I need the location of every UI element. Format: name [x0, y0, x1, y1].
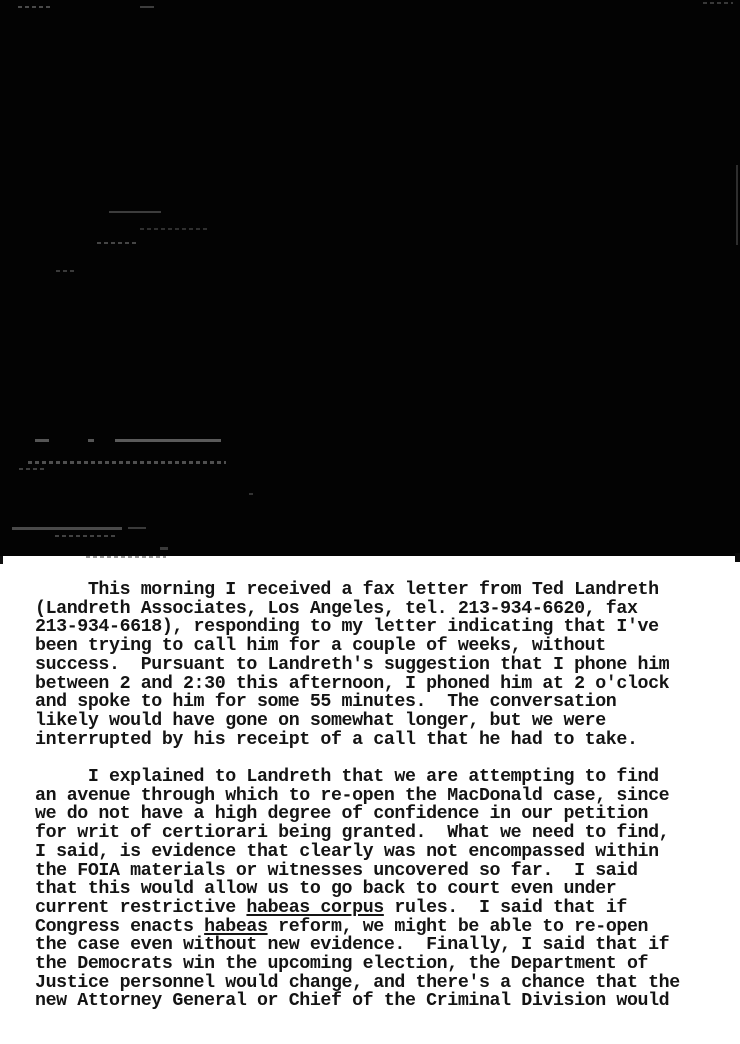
scan-artifact [56, 270, 74, 272]
text-line [35, 955, 680, 974]
text-segment: the case even without new evidence. Finally, I said that if [35, 935, 670, 956]
text-segment: I explained to Landreth that we are attempting to find [35, 767, 659, 788]
scan-artifact [0, 556, 3, 564]
scan-artifact [140, 6, 154, 8]
scan-artifact [140, 228, 210, 230]
scan-artifact [18, 6, 50, 8]
text-line [35, 974, 680, 993]
text-line [35, 581, 680, 600]
scan-artifact [249, 493, 253, 495]
text-segment: new Attorney General or Chief of the Criminal Division would [35, 991, 670, 1012]
text-segment: interrupted by his receipt of a call that he had to take. [35, 729, 638, 750]
scan-artifact [55, 535, 117, 537]
text-line [35, 880, 680, 899]
text-line [35, 637, 680, 656]
scan-artifact [109, 211, 161, 213]
text-segment: likely would have gone on somewhat longer, but we were [35, 710, 606, 731]
text-segment: Congress enacts [35, 916, 205, 937]
text-line [35, 675, 680, 694]
scan-artifact [735, 553, 740, 562]
text-segment: I said, is evidence that clearly was not encompassed within [35, 841, 659, 862]
scan-artifact [115, 439, 221, 442]
text-segment: success. Pursuant to Landreth's suggestion that I phone him [35, 654, 670, 675]
text-line [35, 656, 680, 675]
text-segment: been trying to call him for a couple of weeks, without [35, 636, 606, 657]
text-line [35, 712, 680, 731]
scan-artifact [703, 2, 733, 4]
text-segment: current restrictive [35, 897, 247, 918]
text-line [35, 899, 680, 918]
text-line [35, 843, 680, 862]
text-segment: rules. I said that if [383, 897, 627, 918]
text-segment: the Democrats win the upcoming election, the Department of [35, 954, 649, 975]
text-line [35, 936, 680, 955]
document-text [35, 581, 680, 1011]
text-segment: an avenue through which to re-open the MacDonald case, since [35, 785, 670, 806]
underlined-term: habeas [204, 916, 268, 937]
scan-artifact [86, 556, 166, 558]
scan-artifact [88, 439, 94, 442]
text-line [35, 600, 680, 619]
underlined-term: habeas corpus [246, 897, 384, 918]
text-segment: for writ of certiorari being granted. What we need to find, [35, 823, 670, 844]
text-segment: reform, we might be able to re-open [267, 916, 649, 937]
text-line [35, 768, 680, 787]
text-segment: the FOIA materials or witnesses uncovered so far. I said [35, 860, 638, 881]
text-segment: that this would allow us to go back to court even under [35, 879, 617, 900]
text-line [35, 862, 680, 881]
paragraph [35, 768, 680, 1011]
text-line [35, 992, 680, 1011]
scan-artifact [12, 527, 122, 530]
scan-artifact [35, 439, 49, 442]
text-segment: and spoke to him for some 55 minutes. The conversation [35, 692, 617, 713]
text-segment: This morning I received a fax letter from Ted Landreth [35, 580, 659, 600]
scan-artifact [97, 242, 137, 244]
scan-artifact [28, 461, 226, 464]
text-segment: (Landreth Associates, Los Angeles, tel. 213-934-6620, fax [35, 598, 638, 619]
text-line [35, 824, 680, 843]
text-line [35, 731, 680, 750]
text-line [35, 787, 680, 806]
text-line [35, 918, 680, 937]
text-line [35, 618, 680, 637]
text-segment: Justice personnel would change, and there's a chance that the [35, 972, 680, 993]
scan-artifact [19, 468, 47, 470]
text-line [35, 693, 680, 712]
scan-artifact [160, 547, 168, 550]
paragraph [35, 581, 680, 749]
scan-artifact [736, 165, 738, 245]
scan-artifact [128, 527, 146, 529]
text-segment: between 2 and 2:30 this afternoon, I phoned him at 2 o'clock [35, 673, 670, 694]
text-segment: we do not have a high degree of confidence in our petition [35, 804, 649, 825]
text-segment: 213-934-6618), responding to my letter indicating that I've [35, 617, 659, 638]
text-line [35, 805, 680, 824]
